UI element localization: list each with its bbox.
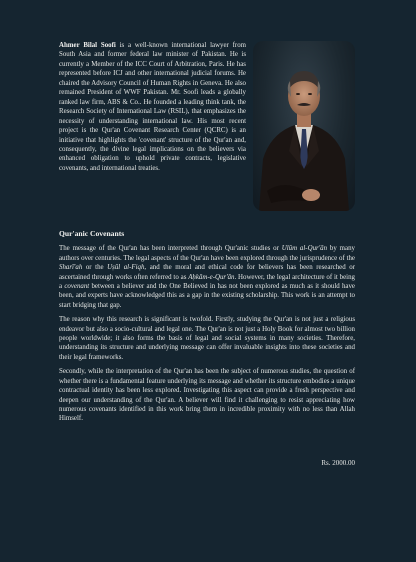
author-bio-paragraph [59, 41, 246, 173]
author-bio-text: is a well-known international lawyer from South Asia and former federal law minister of Pakistan. He is currently a Member of the ICC Court of Arbitration, Paris. He has represented before ICJ and other international judicial forums. He chaired the Advisory Council of Human Rights in Geneva. He also remained President of WWF Pakistan. Mr. Soofi leads a globally ranked law firm, ABS & Co.. He founded a leading think tank, the Research Society of International Law (RSIL), that emphasizes the necessity of understanding international law. His most recent project is the Qur'an Covenant Research Center (QCRC) is an initiative that highlights the 'covenant' structure of the Qur'an and, consequently, the divine legal implications on the believers via enhanced obligation to uphold private contracts, legislative covenants, and international treaties. [59, 42, 246, 172]
author-photo [253, 41, 355, 211]
description-paragraph-2: The reason why this research is significant is twofold. Firstly, studying the Qur'an is not just a religious endeavor but also a socio-cultural and legal one. The Qur'an is not just a Holy Book for almost two billion people worldwide; it also forms the basis of legal and social systems in many societies. Therefore, understanding its structure and underlying message can offer invaluable insights into these societies and their legal frameworks. [59, 316, 355, 361]
author-portrait-image [253, 41, 355, 211]
text-run: or the [82, 264, 108, 272]
italic-term: Ulūm al-Qur'ān [281, 245, 328, 253]
text-run: , and the moral and ethical code for believers has been researched or ascertained through works often referred to as [59, 264, 355, 281]
author-name: Ahmer Bilal Soofi [59, 42, 116, 49]
section-heading: Qur'anic Covenants [59, 229, 125, 238]
italic-term: Aḥkām-e-Qur'ān [188, 273, 235, 281]
author-bio [59, 41, 246, 173]
text-run: between a believer and the One Believed in has not been explored as much as it should have been, and experts have acknowledged this as a gap in the existing scholarship. This work is an attempt to start bridging that gap. [59, 283, 355, 309]
italic-term: Uṣūl al-Fiqh [107, 264, 145, 272]
italic-term: covenant [64, 283, 90, 291]
book-description [59, 229, 355, 429]
description-paragraph-3: Secondly, while the interpretation of the Qur'an has been the subject of numerous studies, the question of whether there is a fundamental feature underlying its message and whether its structure embodies a unique contractual identity has been less explored. Investigating this aspect can provide a fresh perspective and deepen our understanding of the Qur'an. A believer will find it challenging to resist appreciating how numerous covenants identified in this work bring them in incredible proximity with no less than Allah Himself. [59, 368, 355, 423]
italic-term: Sharī'ah [59, 264, 83, 272]
text-run: The message of the Qur'an has been interpreted through Qur'anic studies or [59, 245, 282, 253]
price-label: Rs. 2000.00 [321, 459, 355, 467]
text-run: . However, the legal architecture of it being a [59, 273, 355, 291]
text-run: by many authors over centuries. The legal aspects of the Qur'an have been explored through the jurisprudence of the [59, 245, 355, 262]
description-paragraph-1 [59, 244, 355, 310]
